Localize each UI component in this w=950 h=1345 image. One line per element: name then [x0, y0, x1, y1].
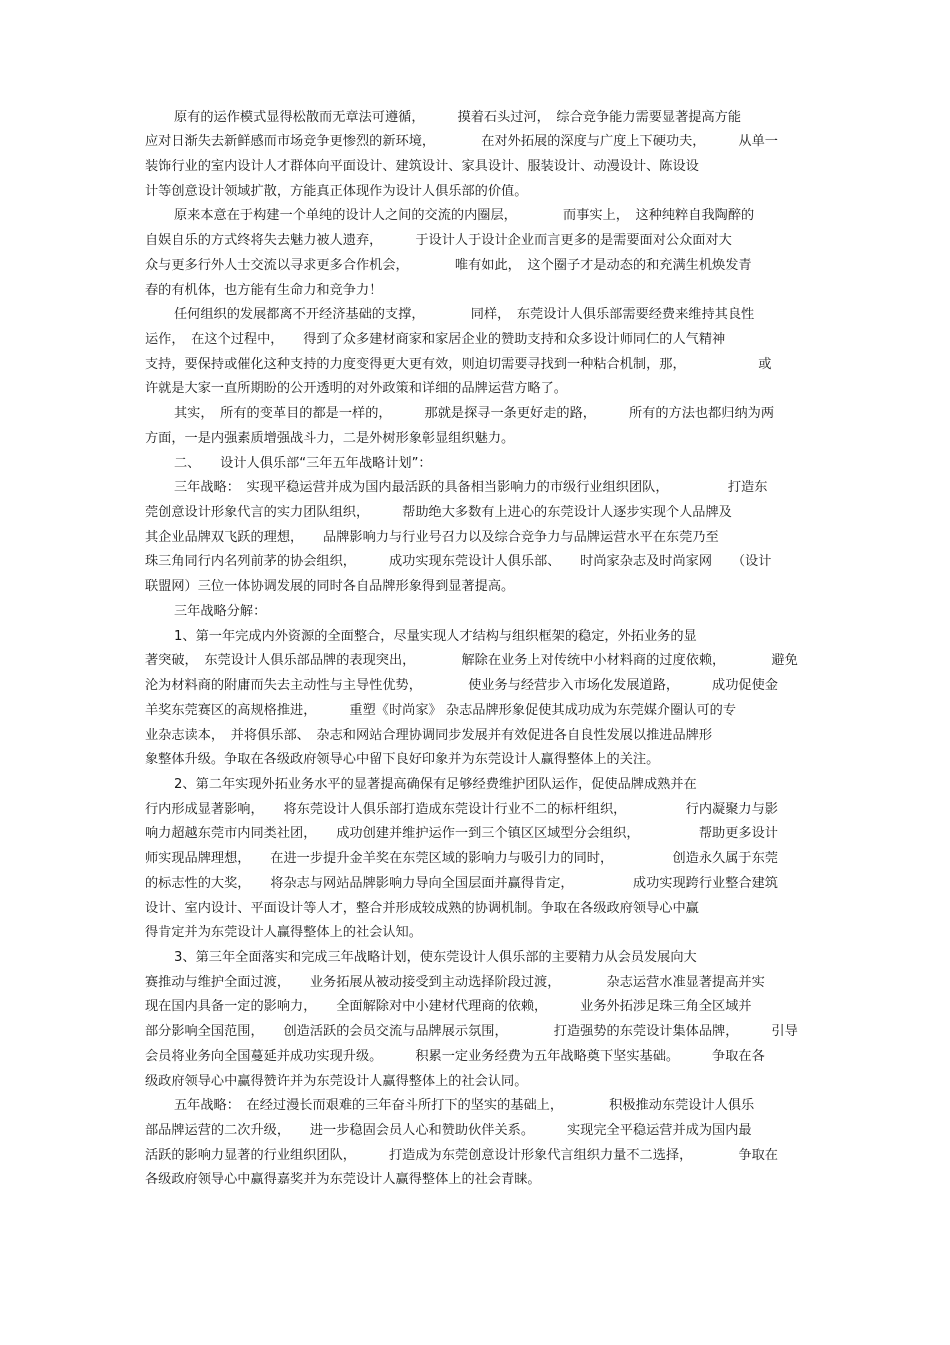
text-line: 现在国内具备一定的影响力， 全面解除对中小建材代理商的依赖， 业务外拓涉足珠三角全区域并 — [145, 999, 752, 1015]
text-line: 三年战略分解： — [174, 603, 267, 619]
text-line: 春的有机体，也方能有生命力和竞争力！ — [145, 282, 383, 298]
text-line: 莞创意设计形象代言的实力团队组织， 帮助绝大多数有上进心的东莞设计人逐步实现个人品牌及 — [145, 505, 732, 521]
text-line: 著突破， 东莞设计人俱乐部品牌的表现突出， 解除在业务上对传统中小材料商的过度依赖， 避免 — [145, 653, 798, 669]
text-line: 响力超越东莞市内同类社团， 成功创建并维护运作一到三个镇区区域型分会组织， 帮助更多设计 — [145, 826, 778, 842]
text-line: 运作， 在这个过程中， 得到了众多建材商家和家居企业的赞助支持和众多设计师同仁的人气精神 — [145, 331, 726, 347]
text-line: 1、第一年完成内外资源的全面整合，尽量实现人才结构与组织框架的稳定，外拓业务的显 — [174, 628, 697, 644]
text-line: 羊奖东莞赛区的高规格推进， 重塑《时尚家》 杂志品牌形象促使其成功成为东莞媒介圈认可的专 — [145, 702, 737, 718]
text-line: 部品牌运营的二次升级， 进一步稳固会员人心和赞助伙伴关系。 实现完全平稳运营并成为国内最 — [145, 1123, 752, 1139]
text-line: 赛推动与维护全面过渡， 业务拓展从被动接受到主动选择阶段过渡， 杂志运营水准显著提高并实 — [145, 974, 765, 990]
text-line: 方面，一是内强素质增强战斗力，二是外树形象彰显组织魅力。 — [145, 430, 515, 446]
text-line: 的标志性的大奖， 将杂志与网站品牌影响力导向全国层面并赢得肯定， 成功实现跨行业整合建筑 — [145, 875, 778, 891]
text-line: 沦为材料商的附庸而失去主动性与主导性优势， 使业务与经营步入市场化发展道路， 成功促使金 — [145, 678, 778, 694]
text-line: 各级政府领导心中赢得嘉奖并为东莞设计人赢得整体上的社会青睐。 — [145, 1172, 541, 1188]
text-line: 支持，要保持或催化这种支持的力度变得更大更有效，则迫切需要寻找到一种粘合机制，那， 或 — [145, 356, 772, 372]
text-line: 业杂志读本， 并将俱乐部、 杂志和网站合理协调同步发展并有效促进各自良性发展以推进品牌形 — [145, 727, 713, 743]
text-line: 级政府领导心中赢得赞许并为东莞设计人赢得整体上的社会认同。 — [145, 1073, 528, 1089]
text-line: 自娱自乐的方式终将失去魅力被人遗弃， 于设计人于设计企业而言更多的是需要面对公众面对大 — [145, 233, 732, 249]
text-line: 联盟网）三位一体协调发展的同时各自品牌形象得到显著提高。 — [145, 579, 515, 595]
text-line: 设计、室内设计、平面设计等人才，整合并形成较成熟的协调机制。争取在各级政府领导心中赢 — [145, 900, 699, 916]
text-line: 师实现品牌理想， 在进一步提升金羊奖在东莞区域的影响力与吸引力的同时， 创造永久属于东莞 — [145, 851, 778, 867]
text-line: 应对日渐失去新鲜感而市场竞争更惨烈的新环境， 在对外拓展的深度与广度上下硬功夫， 从单一 — [145, 134, 778, 150]
text-line: 众与更多行外人士交流以寻求更多合作机会， 唯有如此， 这个圈子才是动态的和充满生机焕发青 — [145, 257, 752, 273]
text-line: 原来本意在于构建一个单纯的设计人之间的交流的内圈层， 而事实上， 这种纯粹自我陶醉的 — [174, 208, 755, 224]
text-line: 得肯定并为东莞设计人赢得整体上的社会认知。 — [145, 925, 422, 941]
text-line: 五年战略： 在经过漫长而艰难的三年奋斗所打下的坚实的基础上， 积极推动东莞设计人俱乐 — [174, 1098, 755, 1114]
text-line: 许就是大家一直所期盼的公开透明的对外政策和详细的品牌运营方略了。 — [145, 381, 567, 397]
text-line: 会员将业务向全国蔓延并成功实现升级。 积累一定业务经费为五年战略奠下坚实基础。 争取在各 — [145, 1048, 765, 1064]
text-line: 任何组织的发展都离不开经济基础的支撑， 同样， 东莞设计人俱乐部需要经费来维持其良性 — [174, 307, 755, 323]
text-line: 二、 设计人俱乐部“三年五年战略计划”： — [174, 455, 432, 471]
text-line: 其企业品牌双飞跃的理想， 品牌影响力与行业号召力以及综合竞争力与品牌运营水平在东莞乃至 — [145, 529, 719, 545]
text-line: 装饰行业的室内设计人才群体向平面设计、建筑设计、家具设计、服装设计、动漫设计、陈设设 — [145, 158, 699, 174]
text-line: 珠三角同行内名列前茅的协会组织， 成功实现东莞设计人俱乐部、 时尚家杂志及时尚家网 （设计 — [145, 554, 772, 570]
text-line: 象整体升级。争取在各级政府领导心中留下良好印象并为东莞设计人赢得整体上的关注。 — [145, 752, 660, 768]
text-line: 3、第三年全面落实和完成三年战略计划，使东莞设计人俱乐部的主要精力从会员发展向大 — [174, 949, 697, 965]
text-line: 行内形成显著影响， 将东莞设计人俱乐部打造成东莞设计行业不二的标杆组织， 行内凝聚力与影 — [145, 801, 778, 817]
text-line: 原有的运作模式显得松散而无章法可遵循， 摸着石头过河， 综合竞争能力需要显著提高方能 — [174, 109, 742, 125]
text-line: 部分影响全国范围， 创造活跃的会员交流与品牌展示氛围， 打造强势的东莞设计集体品牌， 引导 — [145, 1024, 798, 1040]
text-line: 计等创意设计领域扩散，方能真正体现作为设计人俱乐部的价值。 — [145, 183, 528, 199]
text-line: 2、第二年实现外拓业务水平的显著提高确保有足够经费维护团队运作，促使品牌成熟并在 — [174, 776, 697, 792]
text-line: 其实， 所有的变革目的都是一样的， 那就是探寻一条更好走的路， 所有的方法也都归纳为两 — [174, 406, 775, 422]
text-line: 活跃的影响力显著的行业组织团队， 打造成为东莞创意设计形象代言组织力量不二选择， 争取在 — [145, 1147, 778, 1163]
text-line: 三年战略： 实现平稳运营并成为国内最活跃的具备相当影响力的市级行业组织团队， 打造东 — [174, 480, 768, 496]
